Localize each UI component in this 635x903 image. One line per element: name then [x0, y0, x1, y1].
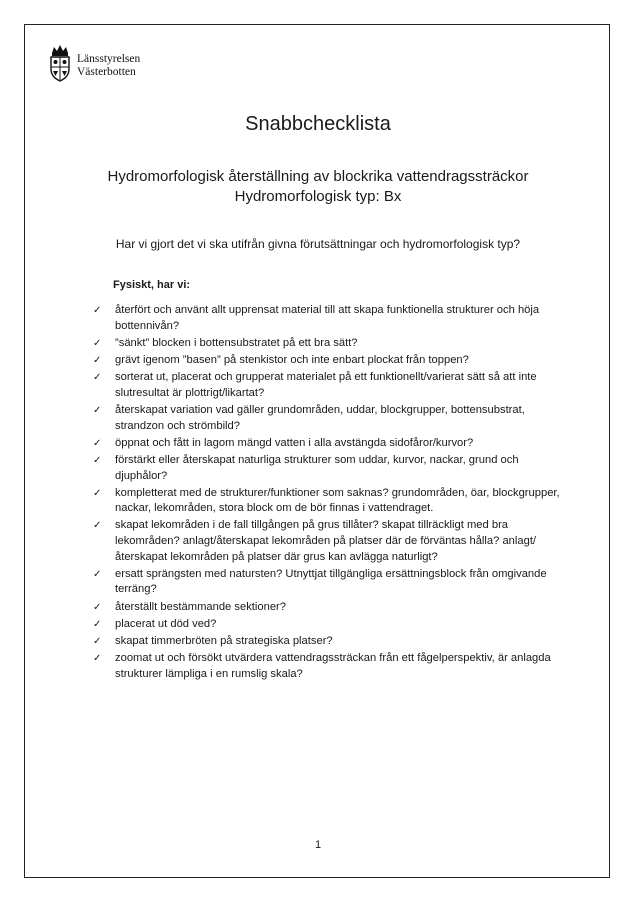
checklist-item — [93, 453, 563, 484]
checklist-item — [93, 436, 563, 452]
checkmark-icon: ✓ — [93, 653, 102, 665]
checkmark-icon: ✓ — [93, 354, 102, 366]
checklist-item-text: förstärkt eller återskapat naturliga strukturer som uddar, kurvor, nackar, grund och djuphålor? — [115, 453, 519, 482]
document-page — [24, 24, 610, 878]
checkmark-icon: ✓ — [93, 404, 102, 416]
section-heading: Fysiskt, har vi: — [113, 279, 191, 291]
checklist-item — [93, 651, 563, 682]
checklist-item — [93, 518, 563, 565]
checkmark-icon: ✓ — [93, 618, 102, 630]
subtitle-line-1: Hydromorfologisk återställning av blockrika vattendragssträckor — [107, 168, 529, 185]
checkmark-icon: ✓ — [93, 437, 102, 449]
checkmark-icon: ✓ — [93, 487, 102, 499]
checkmark-icon: ✓ — [93, 305, 102, 316]
checkmark-icon: ✓ — [93, 601, 102, 613]
checkmark-icon: ✓ — [93, 636, 102, 647]
checkmark-icon: ✓ — [93, 568, 102, 580]
checklist-item-text: skapat timmerbröten på strategiska platser? — [115, 635, 333, 647]
checklist-item — [93, 567, 563, 598]
checkmark-icon: ✓ — [93, 337, 102, 349]
checklist-item-text: ersatt sprängsten med natursten? Utnyttjat tillgängliga ersättningsblock från omgivande terräng? — [115, 567, 547, 596]
checklist-item — [93, 486, 563, 517]
subtitle-line-2: Hydromorfologisk typ: Bx — [234, 188, 402, 205]
subtitle — [25, 167, 611, 207]
checklist-item-text: kompletterat med de strukturer/funktioner som saknas? grundområden, öar, blockgrupper, nackar, lekområden, stora block om de bör finnas i vattendraget. — [115, 486, 560, 515]
checklist-item-text: återfört och använt allt upprensat material till att skapa funktionella strukturer och höja bottennivån? — [115, 304, 540, 332]
checklist-item-text: sorterat ut, placerat och grupperat materialet på ett funktionellt/varierat sätt så att inte slutresultat är plottrigt/likartat? — [115, 371, 537, 399]
checklist-item-text: öppnat och fått in lagom mängd vatten i alla avstängda sidofåror/kurvor? — [115, 436, 474, 449]
checklist-item — [93, 303, 563, 334]
page-number: 1 — [314, 839, 322, 851]
checklist-item-text: ”sänkt” blocken i bottensubstratet på ett bra sätt? — [115, 336, 358, 349]
checklist-item — [93, 403, 563, 434]
checklist-item-text: zoomat ut och försökt utvärdera vattendragssträckan från ett fågelperspektiv, är anlagda strukturer lämpliga i en rumslig skala? — [115, 652, 551, 680]
checklist-item — [93, 600, 563, 616]
checklist-item-text: skapat lekområden i de fall tillgången på grus tillåter? skapat tillräckligt med bra lekområden? anlagt/återskapat lekområden på platser där de förväntas hålla? anlagt/återskapat lekområden på platser där grus kan avlägga naturligt? — [115, 519, 537, 563]
guiding-question: Har vi gjort det vi ska utifrån givna förutsättningar och hydromorfologisk typ? — [115, 237, 521, 251]
checklist-item — [93, 353, 563, 369]
logo-line-1: Länsstyrelsen — [77, 53, 141, 65]
page-title: Snabbchecklista — [245, 113, 391, 135]
checklist-item-text: återställt bestämmande sektioner? — [115, 600, 287, 613]
checklist-item — [93, 370, 563, 401]
checklist-item — [93, 336, 563, 352]
checklist-item-text: grävt igenom ”basen” på stenkistor och inte enbart plockat från toppen? — [115, 353, 469, 366]
coat-of-arms-icon — [49, 43, 71, 83]
checkmark-icon: ✓ — [93, 520, 102, 532]
checklist-item-text: återskapat variation vad gäller grundområden, uddar, blockgrupper, bottensubstrat, strandzon och strömbild? — [115, 403, 525, 432]
checklist-item — [93, 617, 563, 633]
checklist-item-text: placerat ut död ved? — [115, 617, 217, 630]
checkmark-icon: ✓ — [93, 454, 102, 466]
logo-line-2: Västerbotten — [77, 66, 136, 78]
checklist — [93, 303, 563, 684]
checkmark-icon: ✓ — [93, 372, 102, 384]
checklist-item — [93, 634, 563, 650]
logo — [49, 43, 159, 93]
